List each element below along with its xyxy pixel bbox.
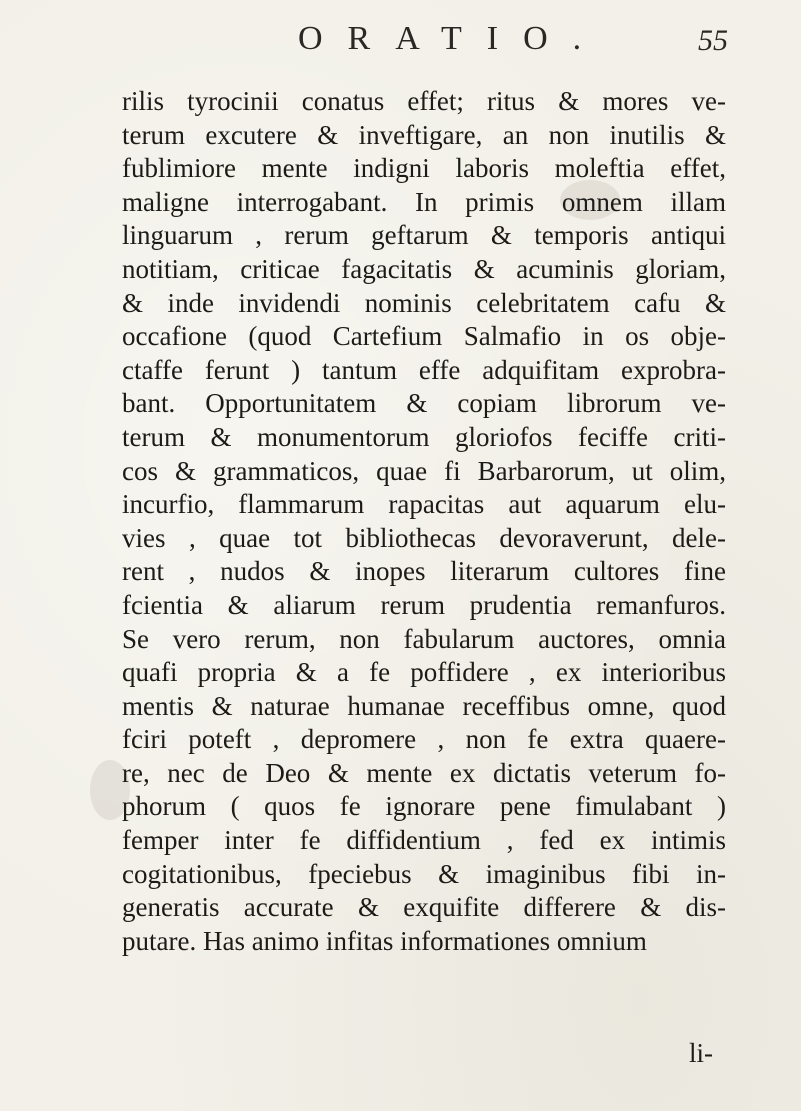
- text-line: ctaffe ferunt ) tantum effe adquifitam exprobra-: [122, 354, 726, 385]
- text-line: rilis tyrocinii conatus effet; ritus & mores ve-: [122, 86, 726, 116]
- body-text: [122, 85, 726, 958]
- text-line: linguarum , rerum geftarum & temporis antiqui: [122, 220, 726, 251]
- text-line: cogitationibus, fpeciebus & imaginibus fibi in-: [122, 858, 726, 889]
- text-line: maligne interrogabant. In primis omnem illam: [122, 186, 726, 217]
- text-line: occafione (quod Cartefium Salmafio in os obje-: [122, 321, 726, 352]
- text-line: putare. Has animo infitas informationes omnium: [122, 925, 647, 956]
- text-line: rent , nudos & inopes literarum cultores fine: [122, 556, 726, 587]
- page-number: 55: [698, 24, 728, 57]
- text-line: bant. Opportunitatem & copiam librorum ve-: [122, 388, 726, 419]
- running-head: [0, 20, 801, 68]
- text-line: femper inter fe diffidentium , fed ex intimis: [122, 825, 726, 856]
- text-line: terum excutere & inveftigare, an non inutilis &: [122, 119, 726, 150]
- text-line: & inde invidendi nominis celebritatem cafu &: [122, 287, 726, 318]
- text-line: Se vero rerum, non fabularum auctores, omnia: [122, 623, 726, 654]
- text-line: terum & monumentorum gloriofos feciffe criti-: [122, 421, 726, 452]
- text-line: notitiam, criticae fagacitatis & acuminis gloriam,: [122, 253, 726, 284]
- text-line: generatis accurate & exquifite differere & dis-: [122, 892, 726, 923]
- text-line: re, nec de Deo & mente ex dictatis veterum fo-: [122, 757, 726, 788]
- text-line: mentis & naturae humanae receffibus omne, quod: [122, 690, 726, 721]
- text-line: cos & grammaticos, quae fi Barbarorum, ut olim,: [122, 455, 726, 486]
- text-line: incurfio, flammarum rapacitas aut aquarum elu-: [122, 489, 726, 520]
- text-line: fublimiore mente indigni laboris moleftia effet,: [122, 153, 726, 184]
- text-line: quafi propria & a fe poffidere , ex interioribus: [122, 657, 726, 688]
- text-line: fciri poteft , depromere , non fe extra quaere-: [122, 724, 726, 755]
- catchword: li-: [689, 1038, 713, 1068]
- text-line: phorum ( quos fe ignorare pene fimulabant ): [122, 791, 726, 822]
- text-line: vies , quae tot bibliothecas devoraverunt, dele-: [122, 522, 726, 553]
- running-title: ORATIO.: [298, 20, 607, 57]
- text-line: fcientia & aliarum rerum prudentia remanfuros.: [122, 589, 726, 620]
